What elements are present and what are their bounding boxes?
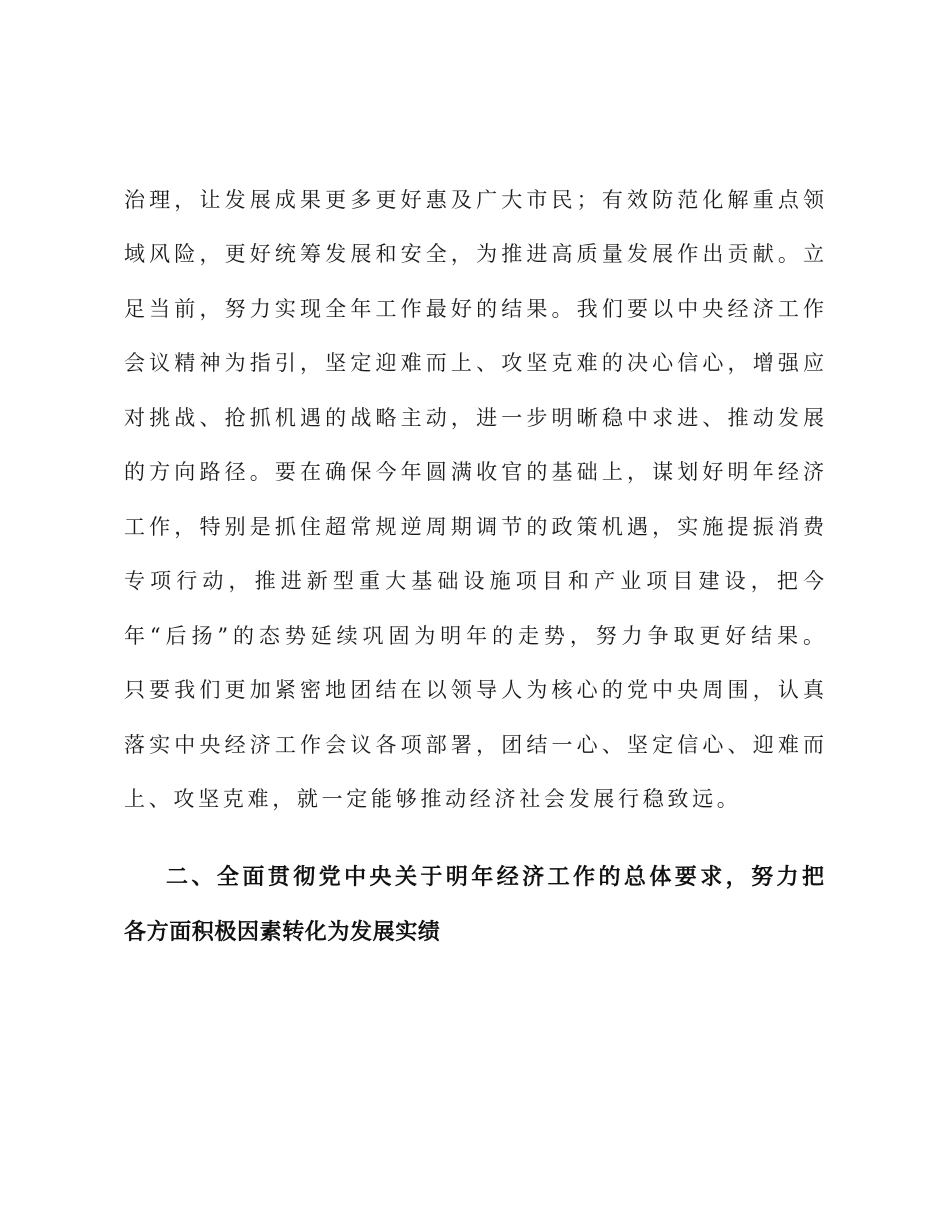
paragraph-line: 落实中央经济工作会议各项部署，团结一心、坚定信心、迎难而 bbox=[124, 733, 824, 757]
paragraph-line: 对挑战、抢抓机遇的战略主动，进一步明晰稳中求进、推动发展 bbox=[124, 406, 824, 430]
paragraph-line: 的方向路径。要在确保今年圆满收官的基础上，谋划好明年经济 bbox=[124, 460, 824, 484]
paragraph-line: 域风险，更好统筹发展和安全，为推进高质量发展作出贡献。立 bbox=[124, 242, 824, 266]
paragraph-line: 专项行动，推进新型重大基础设施项目和产业项目建设，把今 bbox=[124, 569, 824, 593]
paragraph-line: 上、攻坚克难，就一定能够推动经济社会发展行稳致远。 bbox=[124, 787, 742, 811]
section-heading-line: 二、全面贯彻党中央关于明年经济工作的总体要求，努力把 bbox=[166, 865, 824, 890]
section-heading-line: 各方面积极因素转化为发展实绩 bbox=[124, 920, 441, 945]
paragraph-line: 工作，特别是抓住超常规逆周期调节的政策机遇，实施提振消费 bbox=[124, 515, 824, 539]
paragraph-line: 足当前，努力实现全年工作最好的结果。我们要以中央经济工作 bbox=[124, 297, 824, 321]
paragraph-line: 治理，让发展成果更多更好惠及广大市民；有效防范化解重点领 bbox=[124, 188, 824, 212]
paragraph-line: 年“后扬”的态势延续巩固为明年的走势，努力争取更好结果。 bbox=[124, 624, 824, 648]
paragraph-line: 会议精神为指引，坚定迎难而上、攻坚克难的决心信心，增强应 bbox=[124, 351, 824, 375]
paragraph-line: 只要我们更加紧密地团结在以领导人为核心的党中央周围，认真 bbox=[124, 678, 824, 702]
